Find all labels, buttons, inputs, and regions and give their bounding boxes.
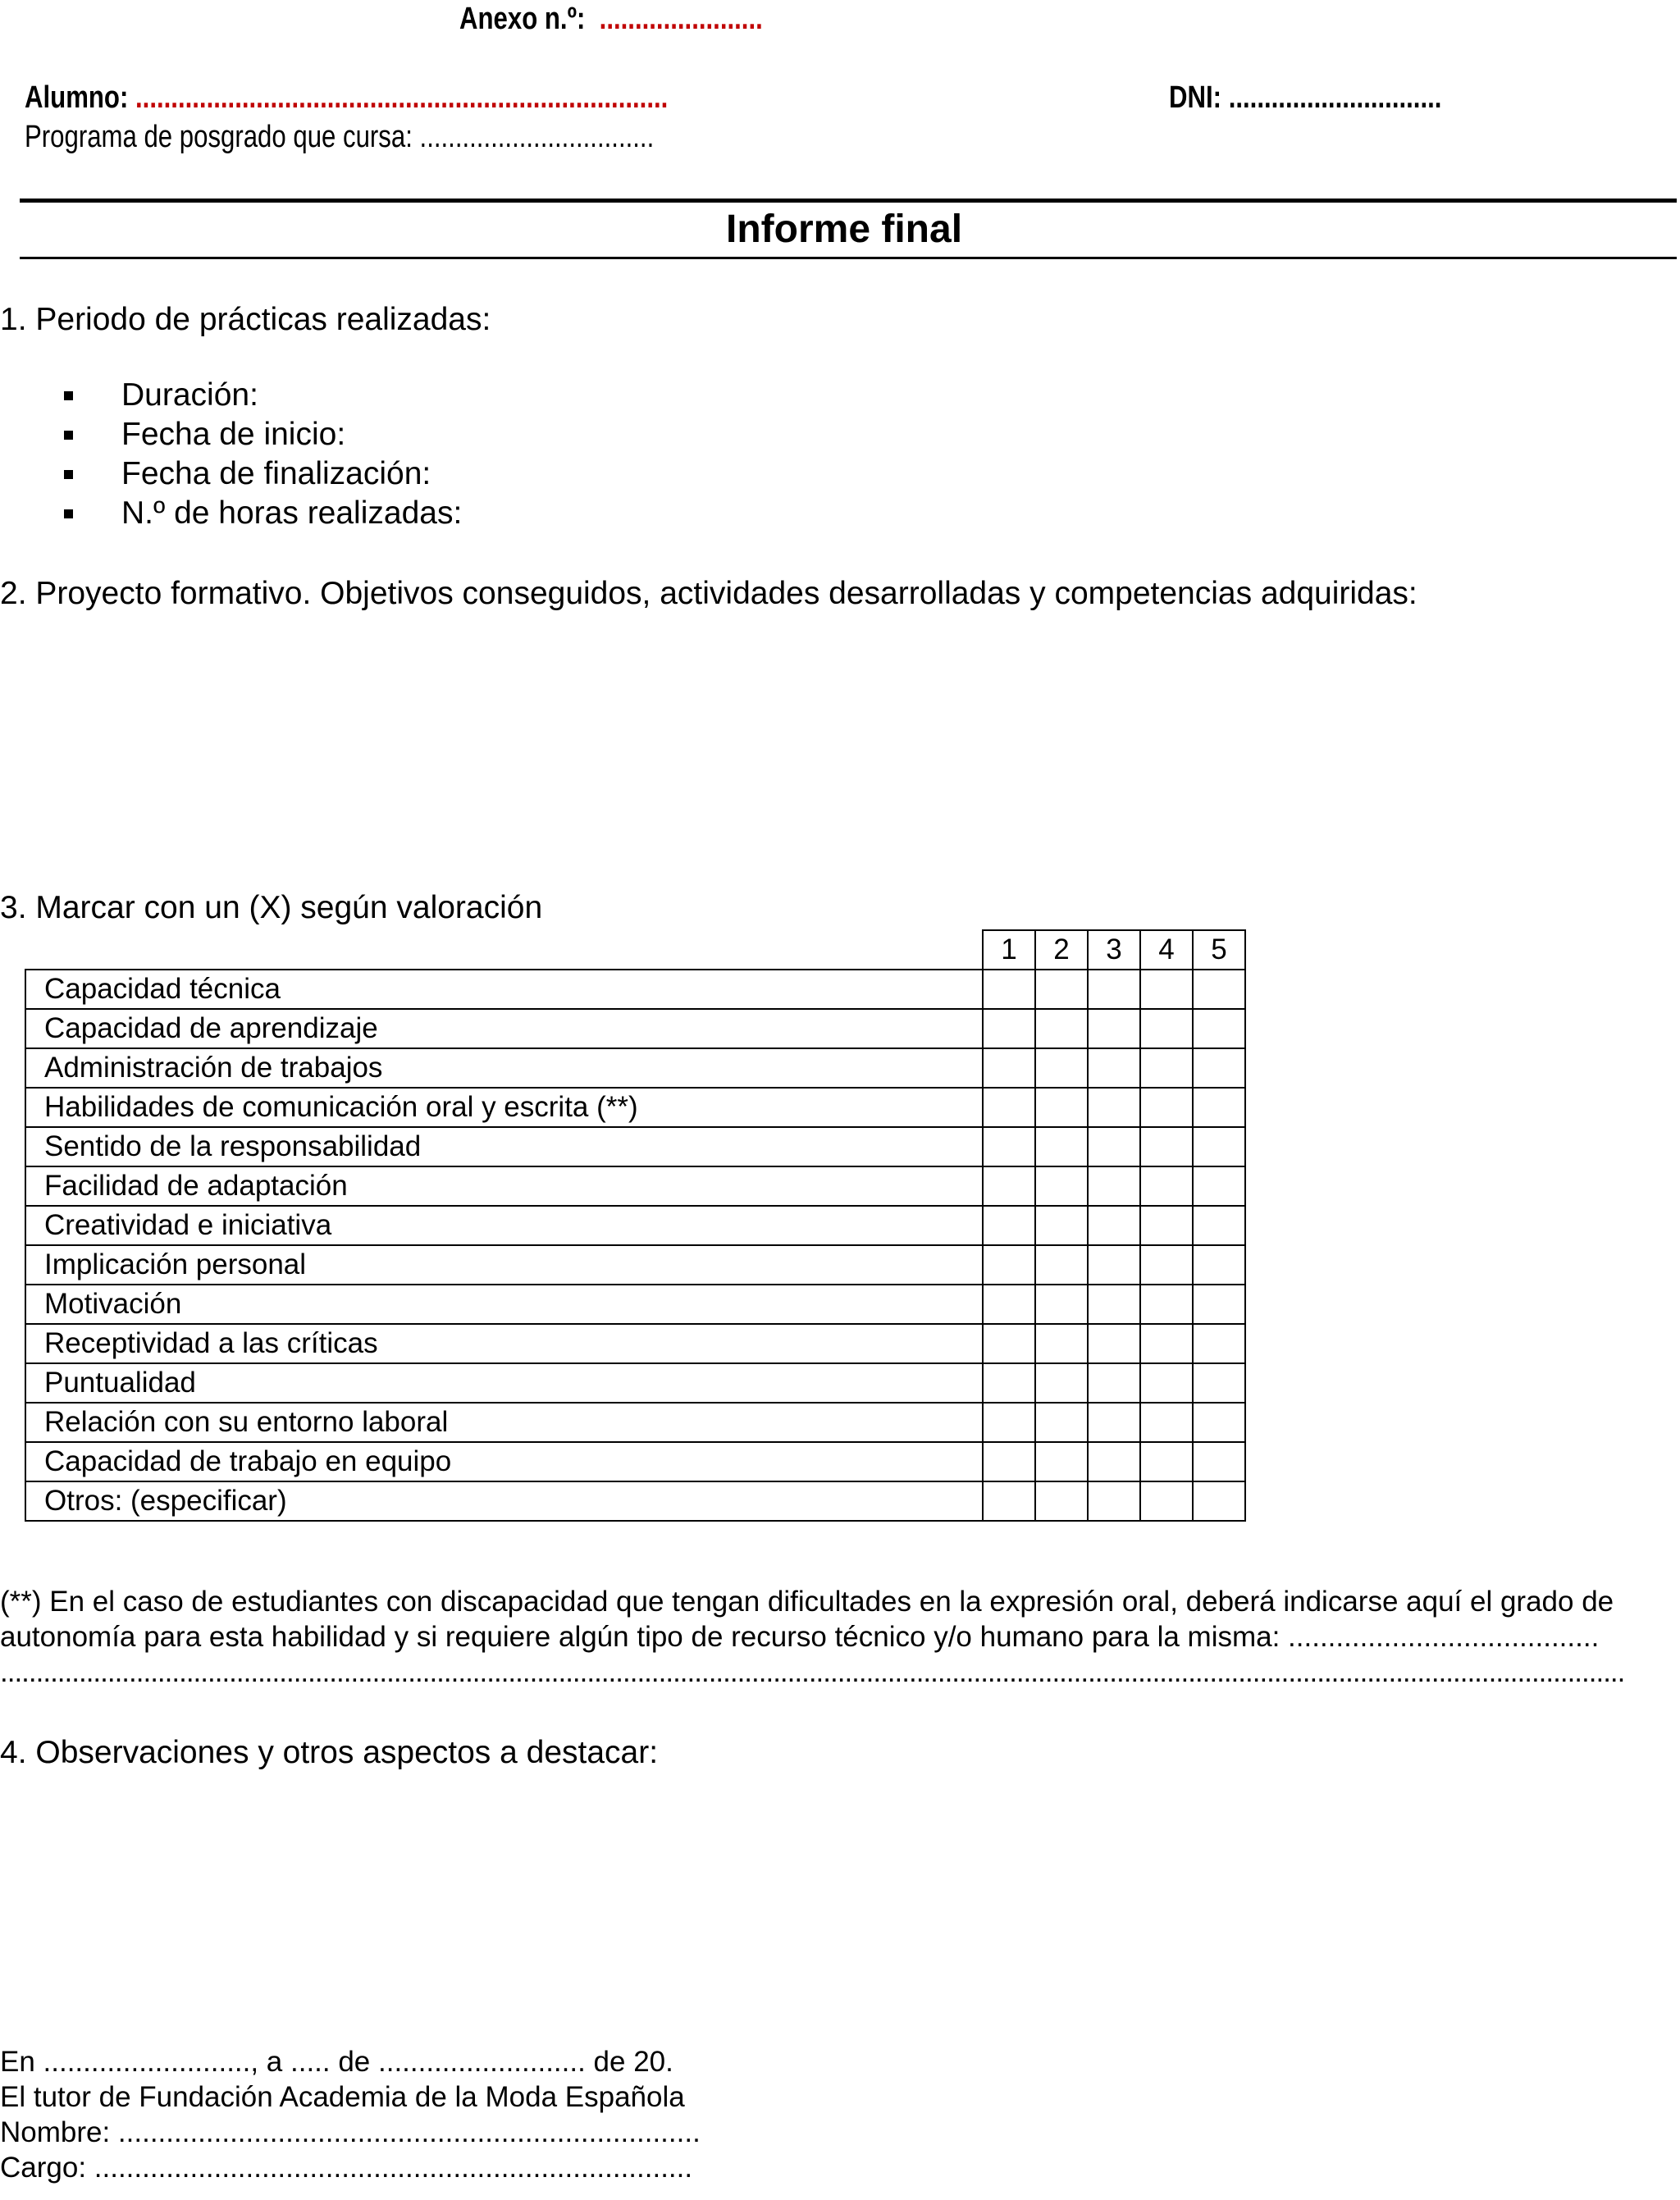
rating-checkbox[interactable] — [983, 1363, 1035, 1403]
rating-checkbox[interactable] — [1140, 1363, 1193, 1403]
rating-checkbox[interactable] — [983, 1088, 1035, 1127]
rating-checkbox[interactable] — [1088, 1481, 1140, 1521]
rating-checkbox[interactable] — [1140, 1206, 1193, 1245]
footnote-line-3: ................................................................................................................................................................................................................................... — [0, 1656, 1625, 1688]
dni-line — [1169, 80, 1501, 116]
rating-checkbox[interactable] — [1088, 1285, 1140, 1324]
rating-scale-row — [25, 930, 1245, 970]
rating-row — [25, 1403, 1245, 1442]
criterion-label: Motivación — [25, 1285, 983, 1324]
list-item: Fecha de inicio: — [64, 415, 462, 454]
rating-checkbox[interactable] — [1193, 1285, 1245, 1324]
rating-checkbox[interactable] — [983, 1245, 1035, 1285]
criterion-label: Habilidades de comunicación oral y escrita (**) — [25, 1088, 983, 1127]
rating-row — [25, 1088, 1245, 1127]
list-item: Fecha de finalización: — [64, 454, 462, 494]
criterion-label: Capacidad de trabajo en equipo — [25, 1442, 983, 1481]
rating-row — [25, 1363, 1245, 1403]
rating-checkbox[interactable] — [1088, 1206, 1140, 1245]
rating-checkbox[interactable] — [1140, 1245, 1193, 1285]
rating-checkbox[interactable] — [1088, 1245, 1140, 1285]
rating-checkbox[interactable] — [1193, 1245, 1245, 1285]
rating-checkbox[interactable] — [1088, 1166, 1140, 1206]
page-title: Informe final — [726, 208, 963, 251]
criterion-label: Administración de trabajos — [25, 1048, 983, 1088]
rating-checkbox[interactable] — [1140, 1324, 1193, 1363]
dni-value: .............................. — [1228, 80, 1442, 115]
rating-checkbox[interactable] — [1193, 1363, 1245, 1403]
rating-checkbox[interactable] — [1088, 1127, 1140, 1166]
rating-checkbox[interactable] — [1193, 1009, 1245, 1048]
rating-checkbox[interactable] — [1193, 1324, 1245, 1363]
rating-checkbox[interactable] — [1035, 1088, 1088, 1127]
signature-cargo: Cargo: ........................................................................... — [0, 2152, 693, 2184]
scale-header: 1 — [983, 930, 1035, 970]
scale-header: 5 — [1193, 930, 1245, 970]
alumno-value: ........................................................................... — [135, 80, 669, 115]
criterion-label: Facilidad de adaptación — [25, 1166, 983, 1206]
rating-row — [25, 970, 1245, 1009]
square-bullet-icon — [64, 431, 73, 440]
criterion-label: Receptividad a las críticas — [25, 1324, 983, 1363]
section3-heading: 3. Marcar con un (X) según valoración — [0, 890, 543, 925]
rating-checkbox[interactable] — [1140, 1009, 1193, 1048]
rating-checkbox[interactable] — [1035, 1403, 1088, 1442]
rating-checkbox[interactable] — [1088, 1048, 1140, 1088]
rating-checkbox[interactable] — [983, 1481, 1035, 1521]
rating-table — [25, 929, 1246, 1522]
rating-checkbox[interactable] — [1140, 1048, 1193, 1088]
section1-list — [64, 376, 462, 533]
alumno-label: Alumno: — [25, 80, 129, 115]
rating-checkbox[interactable] — [1088, 1403, 1140, 1442]
rating-checkbox[interactable] — [1035, 1009, 1088, 1048]
rating-row — [25, 1127, 1245, 1166]
programa-text: Programa de posgrado que cursa: ................................. — [25, 120, 655, 154]
dni-label: DNI: — [1169, 80, 1222, 115]
rating-checkbox[interactable] — [1035, 970, 1088, 1009]
rating-checkbox[interactable] — [1035, 1048, 1088, 1088]
rating-checkbox[interactable] — [983, 1127, 1035, 1166]
footnote-line-1: (**) En el caso de estudiantes con discapacidad que tengan dificultades en la expresión oral, deberá indicarse aquí el grado de — [0, 1586, 1614, 1618]
title-bottom-rule — [20, 257, 1677, 259]
signature-place-date: En .........................., a ..... de .......................... de 20. — [0, 2046, 673, 2078]
scale-header: 4 — [1140, 930, 1193, 970]
rating-row — [25, 1481, 1245, 1521]
rating-checkbox[interactable] — [1088, 1324, 1140, 1363]
rating-checkbox[interactable] — [983, 1048, 1035, 1088]
rating-row — [25, 1009, 1245, 1048]
section2-heading: 2. Proyecto formativo. Objetivos conseguidos, actividades desarrolladas y competencias adquiridas: — [0, 576, 1418, 611]
anexo-value: ....................... — [599, 2, 763, 36]
criterion-label: Capacidad técnica — [25, 970, 983, 1009]
rating-checkbox[interactable] — [983, 970, 1035, 1009]
rating-checkbox[interactable] — [1193, 1127, 1245, 1166]
title-top-rule — [20, 199, 1677, 203]
rating-checkbox[interactable] — [983, 1285, 1035, 1324]
rating-row — [25, 1324, 1245, 1363]
rating-row — [25, 1285, 1245, 1324]
rating-checkbox[interactable] — [1088, 970, 1140, 1009]
rating-row — [25, 1048, 1245, 1088]
rating-checkbox[interactable] — [1140, 1166, 1193, 1206]
alumno-line — [25, 80, 809, 116]
signature-tutor: El tutor de Fundación Academia de la Moda Española — [0, 2081, 685, 2113]
rating-checkbox[interactable] — [1140, 1403, 1193, 1442]
rating-checkbox[interactable] — [1193, 1166, 1245, 1206]
rating-checkbox[interactable] — [1193, 970, 1245, 1009]
rating-checkbox[interactable] — [983, 1403, 1035, 1442]
rating-checkbox[interactable] — [1140, 1088, 1193, 1127]
criterion-label: Puntualidad — [25, 1363, 983, 1403]
rating-checkbox[interactable] — [1140, 1285, 1193, 1324]
rating-checkbox[interactable] — [1088, 1363, 1140, 1403]
rating-checkbox[interactable] — [1193, 1088, 1245, 1127]
rating-checkbox[interactable] — [1140, 1442, 1193, 1481]
rating-checkbox[interactable] — [1035, 1245, 1088, 1285]
rating-checkbox[interactable] — [1088, 1009, 1140, 1048]
rating-checkbox[interactable] — [1193, 1206, 1245, 1245]
rating-checkbox[interactable] — [1035, 1324, 1088, 1363]
rating-checkbox[interactable] — [1140, 1127, 1193, 1166]
anexo-line — [459, 2, 829, 37]
rating-checkbox[interactable] — [983, 1009, 1035, 1048]
rating-checkbox[interactable] — [1035, 1363, 1088, 1403]
list-item: Duración: — [64, 376, 462, 415]
square-bullet-icon — [64, 470, 73, 479]
criterion-label: Otros: (especificar) — [25, 1481, 983, 1521]
criterion-label: Creatividad e iniciativa — [25, 1206, 983, 1245]
rating-checkbox[interactable] — [1193, 1481, 1245, 1521]
signature-nombre: Nombre: ......................................................................... — [0, 2116, 701, 2148]
rating-row — [25, 1442, 1245, 1481]
rating-checkbox[interactable] — [1193, 1442, 1245, 1481]
rating-row — [25, 1245, 1245, 1285]
scale-header: 2 — [1035, 930, 1088, 970]
rating-checkbox[interactable] — [1193, 1048, 1245, 1088]
section1-heading: 1. Periodo de prácticas realizadas: — [0, 302, 491, 337]
rating-checkbox[interactable] — [1035, 1166, 1088, 1206]
rating-checkbox[interactable] — [1035, 1285, 1088, 1324]
criterion-label: Implicación personal — [25, 1245, 983, 1285]
anexo-label: Anexo n.º: — [459, 2, 586, 36]
rating-checkbox[interactable] — [1035, 1127, 1088, 1166]
rating-checkbox[interactable] — [983, 1442, 1035, 1481]
rating-checkbox[interactable] — [1140, 1481, 1193, 1521]
programa-line — [25, 120, 792, 155]
footnote-line-2: autonomía para esta habilidad y si requiere algún tipo de recurso técnico y/o humano para la misma: ....................................... — [0, 1621, 1600, 1653]
square-bullet-icon — [64, 391, 73, 400]
criterion-label: Capacidad de aprendizaje — [25, 1009, 983, 1048]
square-bullet-icon — [64, 509, 73, 518]
rating-row — [25, 1206, 1245, 1245]
rating-checkbox[interactable] — [983, 1206, 1035, 1245]
criterion-label: Relación con su entorno laboral — [25, 1403, 983, 1442]
rating-checkbox[interactable] — [1193, 1403, 1245, 1442]
list-item: N.º de horas realizadas: — [64, 494, 462, 533]
rating-checkbox[interactable] — [1035, 1442, 1088, 1481]
section4-heading: 4. Observaciones y otros aspectos a destacar: — [0, 1735, 659, 1770]
rating-checkbox[interactable] — [983, 1324, 1035, 1363]
rating-checkbox[interactable] — [1035, 1206, 1088, 1245]
rating-row — [25, 1166, 1245, 1206]
rating-checkbox[interactable] — [1035, 1481, 1088, 1521]
rating-checkbox[interactable] — [983, 1166, 1035, 1206]
rating-checkbox[interactable] — [1088, 1088, 1140, 1127]
rating-checkbox[interactable] — [1140, 970, 1193, 1009]
rating-checkbox[interactable] — [1088, 1442, 1140, 1481]
criterion-label: Sentido de la responsabilidad — [25, 1127, 983, 1166]
scale-header: 3 — [1088, 930, 1140, 970]
